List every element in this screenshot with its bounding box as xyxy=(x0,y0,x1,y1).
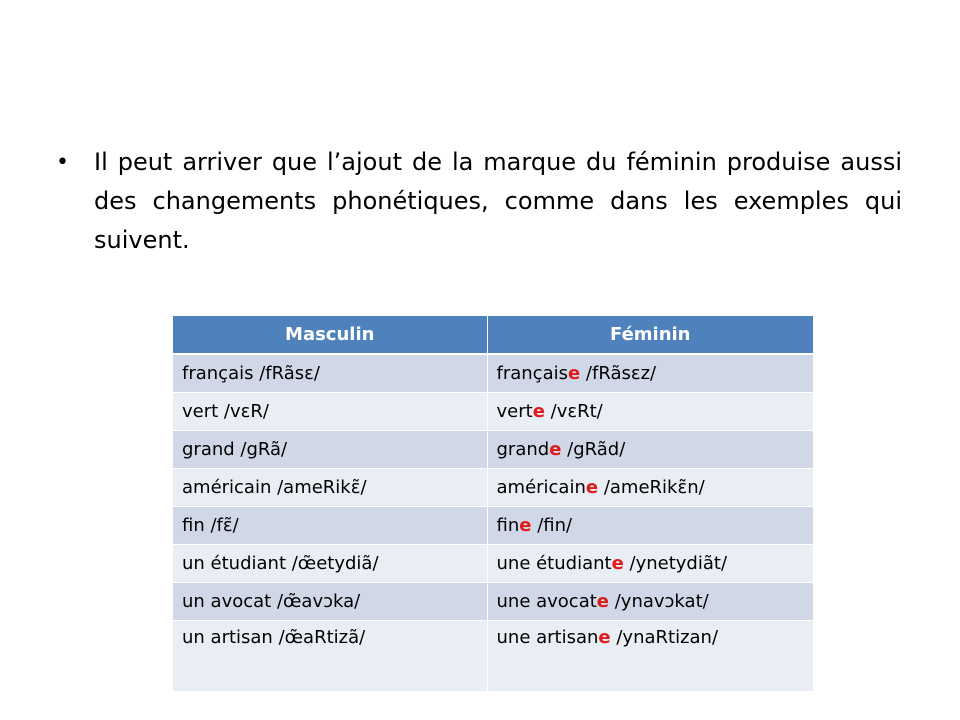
feminin-stem: fin xyxy=(496,515,520,536)
cell-feminin xyxy=(487,545,813,583)
table-row xyxy=(173,469,813,507)
feminin-stem: américain xyxy=(496,477,586,498)
feminin-phonetic: /fin/ xyxy=(531,515,573,536)
cell-feminin xyxy=(487,354,813,393)
cell-feminin xyxy=(487,469,813,507)
feminin-phonetic: /fRãsɛz/ xyxy=(580,363,657,384)
cell-masculin: fin /fɛ̃/ xyxy=(173,507,487,545)
feminine-ending: e xyxy=(567,363,581,384)
cell-masculin: grand /gRã/ xyxy=(173,431,487,469)
feminine-ending: e xyxy=(532,401,545,422)
table-row xyxy=(173,431,813,469)
table-row xyxy=(173,393,813,431)
cell-feminin xyxy=(487,583,813,621)
bullet-point-icon: • xyxy=(56,150,69,175)
feminin-stem: vert xyxy=(496,401,533,422)
feminin-stem: une étudiant xyxy=(496,553,612,574)
feminine-ending: e xyxy=(596,591,610,612)
table-row xyxy=(173,545,813,583)
feminin-phonetic: /ynaRtizan/ xyxy=(610,627,719,648)
feminin-stem: français xyxy=(496,363,568,384)
feminine-ending: e xyxy=(598,627,611,648)
cell-feminin xyxy=(487,431,813,469)
table-row xyxy=(173,354,813,393)
feminine-ending: e xyxy=(585,477,599,498)
header-masculin: Masculin xyxy=(173,316,487,354)
feminin-phonetic: /gRãd/ xyxy=(561,439,626,460)
table-header-row xyxy=(173,316,813,354)
feminine-ending: e xyxy=(519,515,532,536)
table-row xyxy=(173,583,813,621)
feminin-phonetic: /ynavɔkat/ xyxy=(609,591,709,612)
cell-feminin xyxy=(487,393,813,431)
feminin-phonetic: /ameRikɛ̃n/ xyxy=(598,477,705,498)
cell-masculin: vert /vɛR/ xyxy=(173,393,487,431)
bullet-paragraph xyxy=(56,143,902,260)
bullet-text: Il peut arriver que l’ajout de la marque du féminin produise aussi des changements phonétiques, comme dans les exemples qui suivent. xyxy=(94,148,902,254)
feminine-ending: e xyxy=(549,439,562,460)
cell-feminin xyxy=(487,621,813,692)
cell-masculin: un avocat /œ̃avɔka/ xyxy=(173,583,487,621)
cell-feminin xyxy=(487,507,813,545)
feminin-phonetic: /vɛRt/ xyxy=(544,401,603,422)
feminin-phonetic: /ynetydiãt/ xyxy=(623,553,728,574)
cell-masculin: français /fRãsɛ/ xyxy=(173,354,487,393)
cell-masculin: un artisan /œ̃aRtizã/ xyxy=(173,621,487,692)
cell-masculin: un étudiant /œ̃etydiã/ xyxy=(173,545,487,583)
gender-table xyxy=(173,316,813,692)
cell-masculin: américain /ameRikɛ̃/ xyxy=(173,469,487,507)
feminine-ending: e xyxy=(611,553,624,574)
feminin-stem: une avocat xyxy=(496,591,597,612)
header-feminin: Féminin xyxy=(487,316,813,354)
table-row xyxy=(173,621,813,692)
table-row xyxy=(173,507,813,545)
feminin-stem: grand xyxy=(496,439,550,460)
feminin-stem: une artisan xyxy=(496,627,599,648)
